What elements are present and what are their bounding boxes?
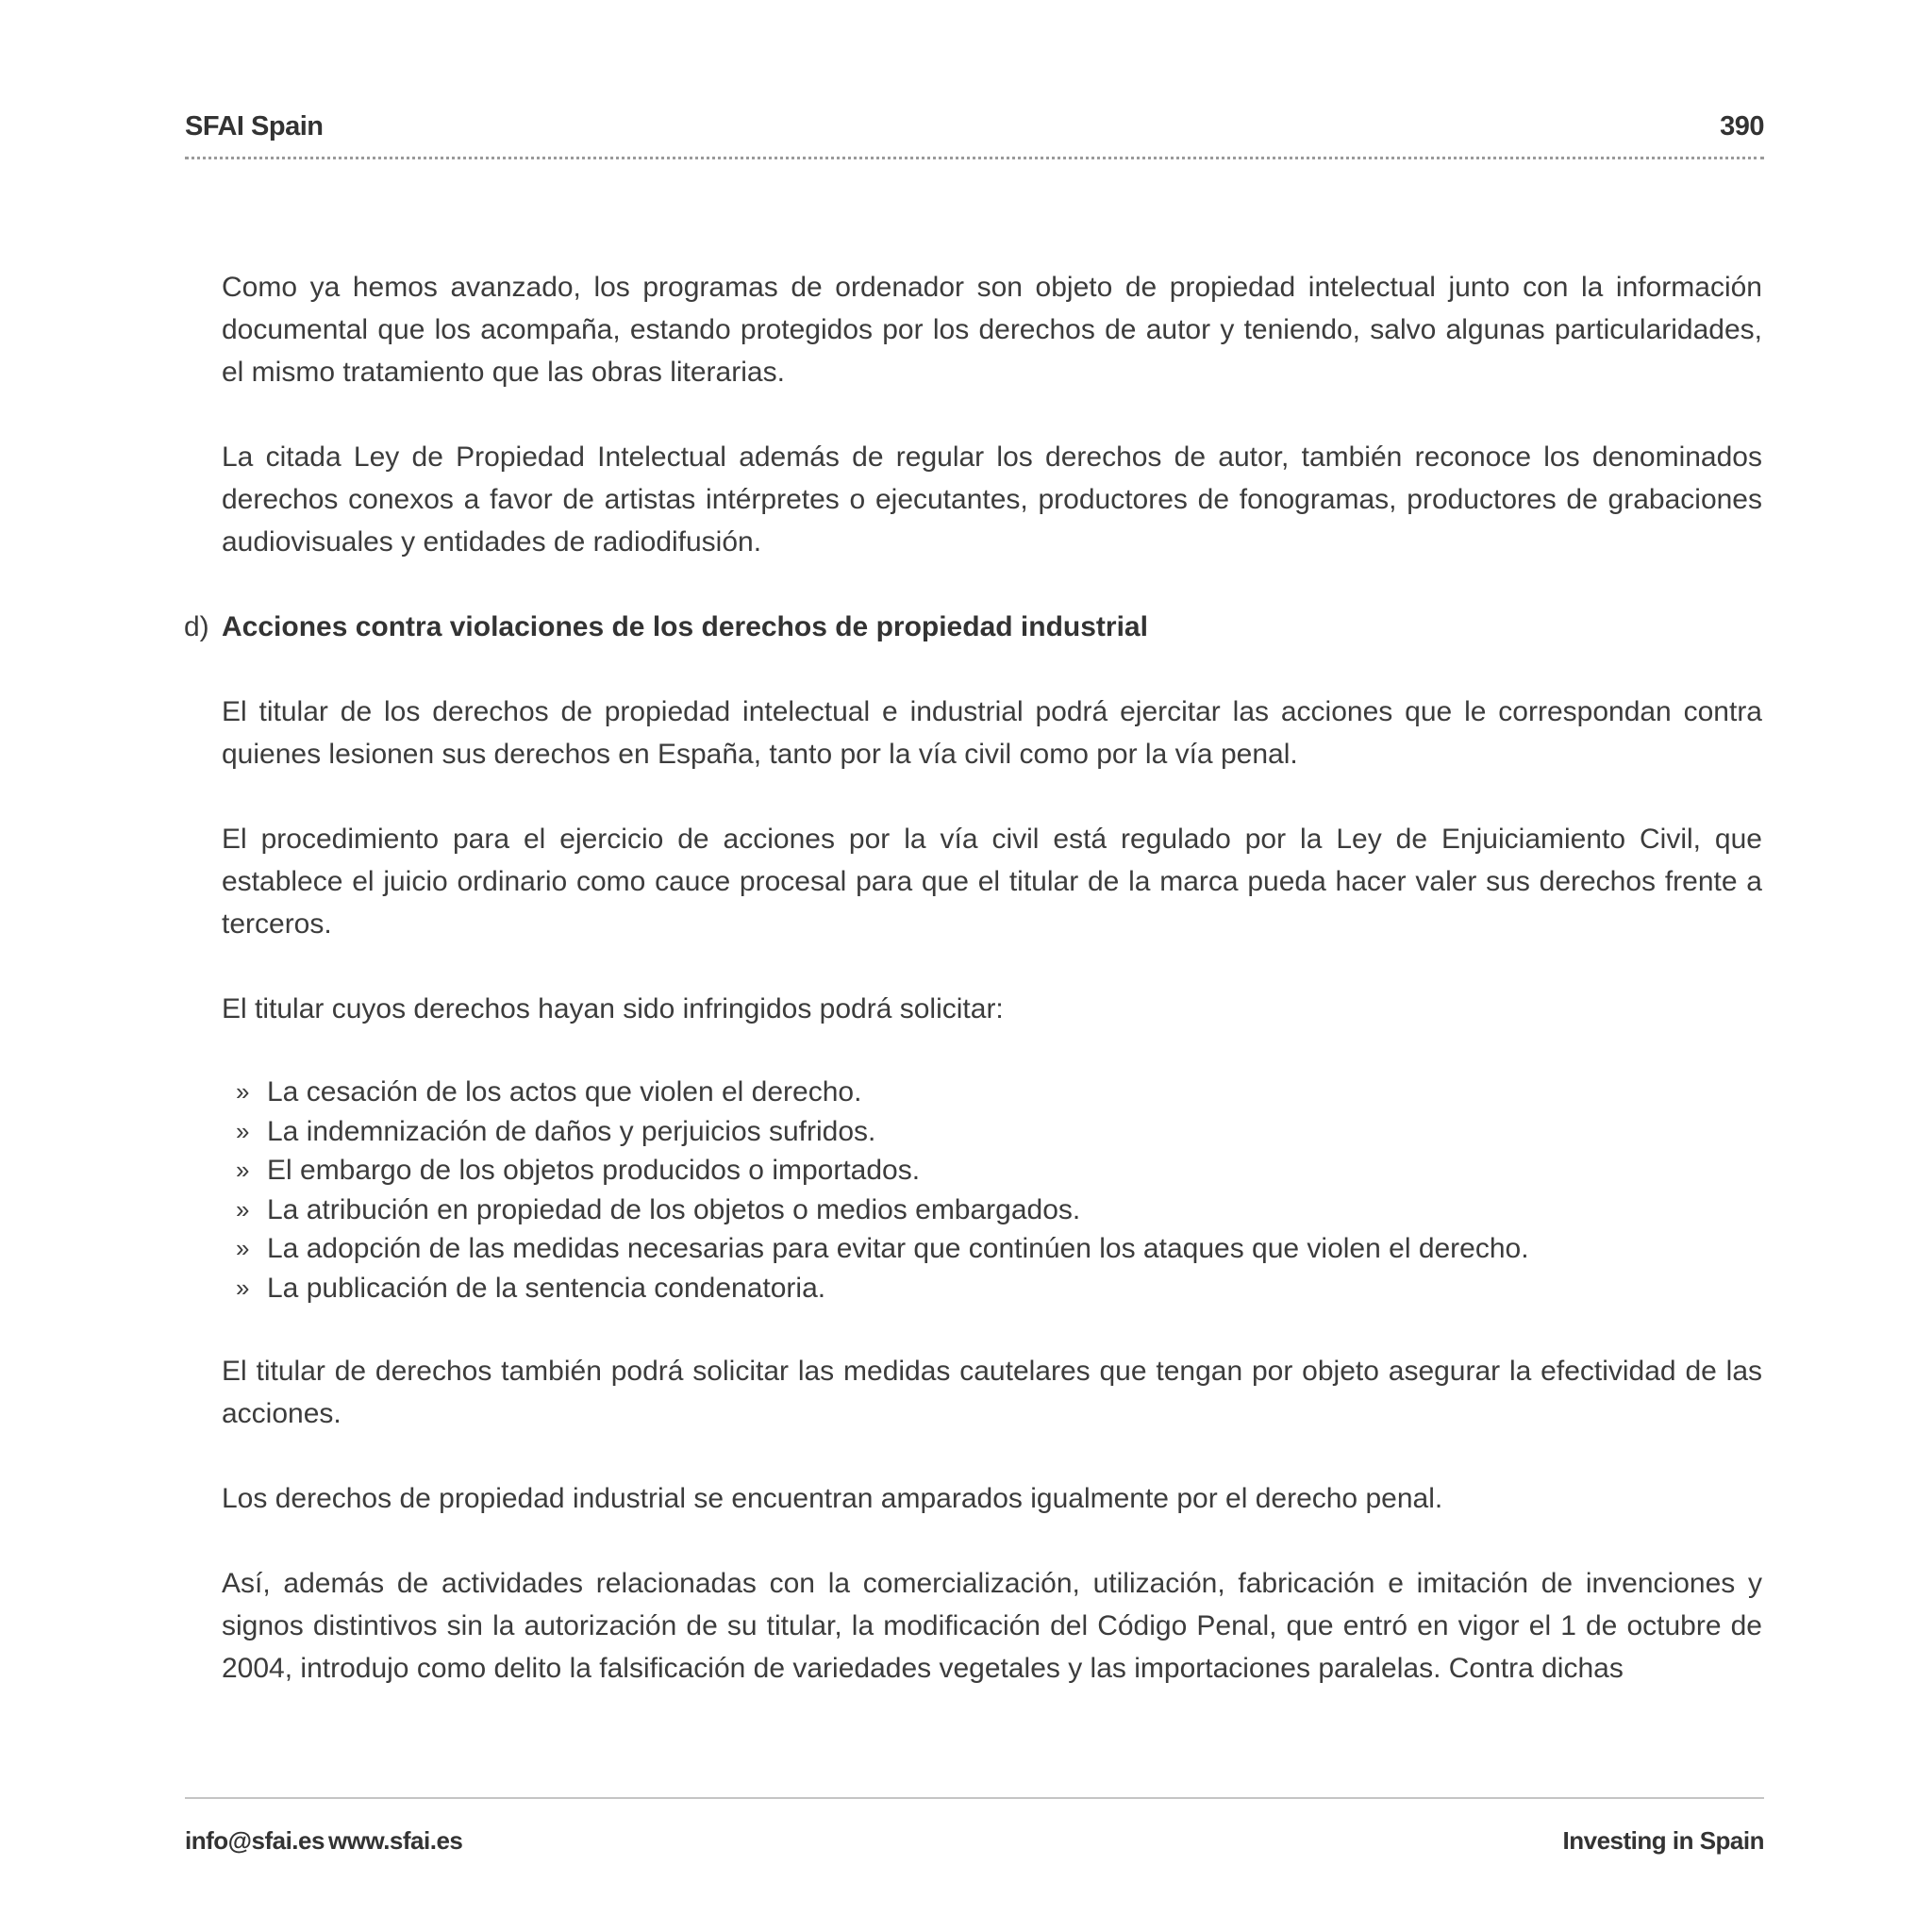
list-item-text: La atribución en propiedad de los objetos o medios embargados. — [267, 1193, 1081, 1225]
bullet-icon: » — [236, 1077, 250, 1106]
footer-website-link[interactable]: www.sfai.es — [328, 1826, 463, 1855]
list-item-text: La indemnización de daños y perjuicios sufridos. — [267, 1115, 876, 1147]
list-item-text: La publicación de la sentencia condenatoria. — [267, 1272, 826, 1304]
list-item — [222, 1112, 1762, 1152]
paragraph: La citada Ley de Propiedad Intelectual además de regular los derechos de autor, también reconoce los denominados derechos conexos a favor de artistas intérpretes o ejecutantes, productores de fonogramas, productores de grabaciones audiovisuales y entidades de radiodifusión. — [222, 441, 1762, 558]
list-item — [222, 1151, 1762, 1191]
page-number: 390 — [1720, 111, 1764, 142]
bullet-icon: » — [236, 1194, 250, 1224]
paragraph: El titular de los derechos de propiedad intelectual e industrial podrá ejercitar las acciones que le correspondan contra quienes lesionen sus derechos en España, tanto por la vía civil como por la vía penal. — [222, 696, 1762, 770]
section-title: Acciones contra violaciones de los derechos de propiedad industrial — [222, 611, 1148, 642]
list-item-text: La adopción de las medidas necesarias para evitar que continúen los ataques que violen el derecho. — [267, 1233, 1529, 1264]
paragraph: El procedimiento para el ejercicio de acciones por la vía civil está regulado por la Ley de Enjuiciamiento Civil, que establece el juicio ordinario como cauce procesal para que el titular de la marca pueda hacer valer sus derechos frente a terceros. — [222, 824, 1762, 940]
section-marker: d) — [184, 611, 209, 642]
page-footer — [185, 1826, 1764, 1864]
list-item-text: La cesación de los actos que violen el derecho. — [267, 1076, 862, 1108]
bullet-icon: » — [236, 1234, 250, 1262]
bullet-icon: » — [236, 1156, 250, 1184]
remedies-list — [222, 1073, 1762, 1307]
list-item — [222, 1191, 1762, 1230]
list-item — [222, 1269, 1762, 1308]
paragraph: El titular cuyos derechos hayan sido infringidos podrá solicitar: — [222, 993, 1004, 1024]
paragraph: Como ya hemos avanzado, los programas de ordenador son objeto de propiedad intelectual junto con la información documental que los acompaña, estando protegidos por los derechos de autor y teniendo, salvo algunas particularidades, el mismo tratamiento que las obras literarias. — [222, 272, 1762, 388]
header-title: SFAI Spain — [185, 111, 324, 142]
paragraph: Los derechos de propiedad industrial se encuentran amparados igualmente por el derecho penal. — [222, 1483, 1443, 1514]
page-header — [185, 106, 1764, 151]
section-heading — [184, 606, 1762, 648]
footer-tagline: Investing in Spain — [1562, 1826, 1764, 1855]
list-item-text: El embargo de los objetos producidos o importados. — [267, 1155, 921, 1186]
header-divider — [185, 157, 1764, 159]
footer-email-link[interactable]: info@sfai.es — [185, 1826, 325, 1855]
list-item — [222, 1229, 1762, 1269]
footer-divider — [185, 1797, 1764, 1799]
page-body — [184, 266, 1762, 1732]
bullet-icon: » — [236, 1273, 250, 1302]
list-item — [222, 1073, 1762, 1112]
paragraph: El titular de derechos también podrá solicitar las medidas cautelares que tengan por objeto asegurar la efectividad de las acciones. — [222, 1356, 1762, 1429]
bullet-icon: » — [236, 1116, 250, 1145]
paragraph: Así, además de actividades relacionadas con la comercialización, utilización, fabricación e imitación de invenciones y signos distintivos sin la autorización de su titular, la modificación del Código Penal, que entró en vigor el 1 de octubre de 2004, introdujo como delito la falsificación de variedades vegetales y las importaciones paralelas. Contra dichas — [222, 1568, 1762, 1684]
